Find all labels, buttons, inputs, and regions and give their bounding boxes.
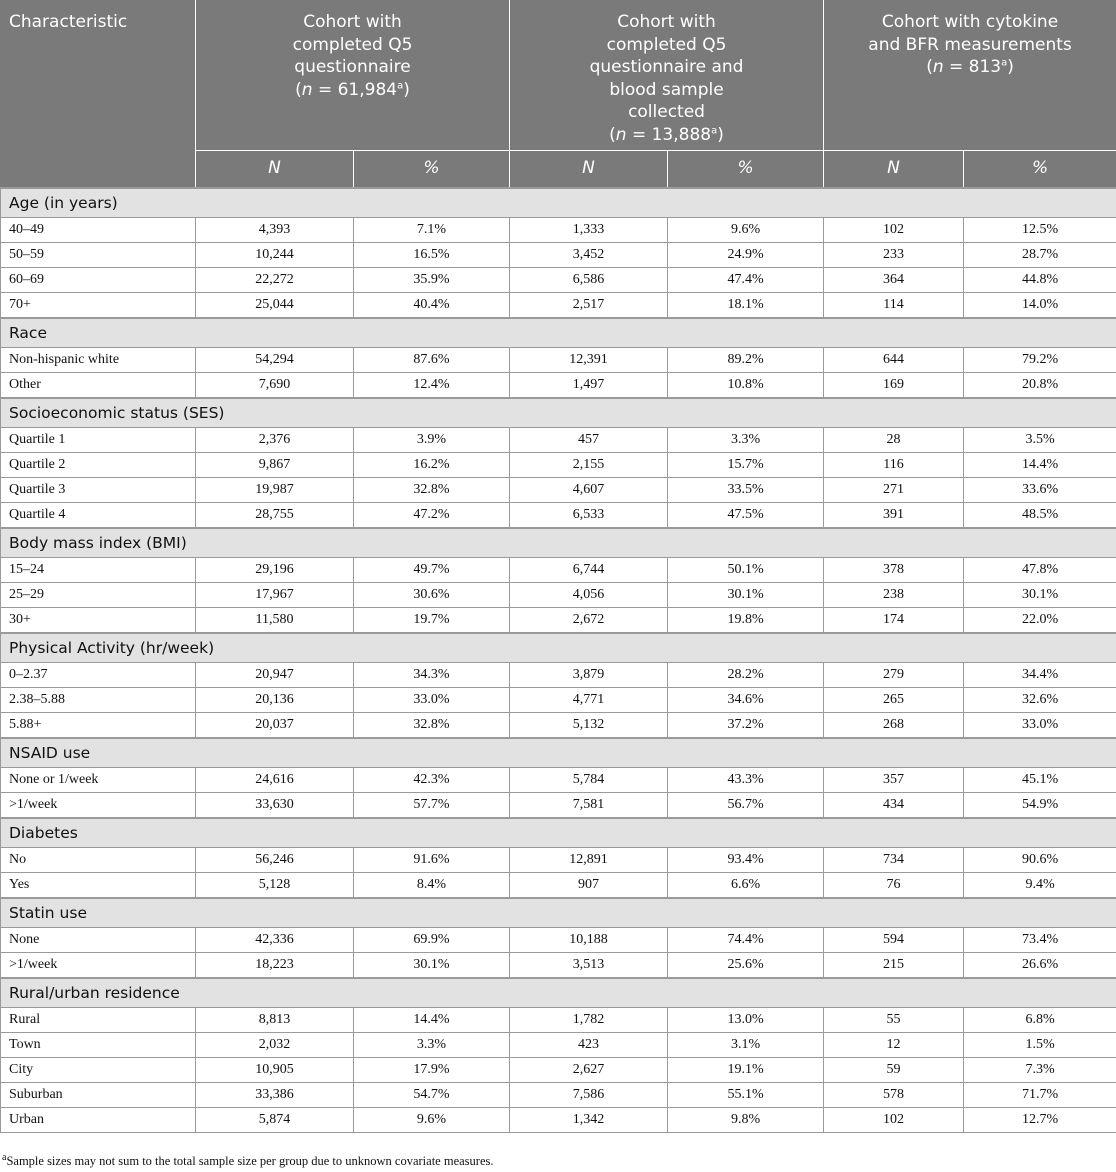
percent-cell: 32.6% [964,688,1116,713]
count-cell: 1,497 [510,373,668,398]
count-cell: 378 [824,558,964,583]
header-characteristic: Characteristic [1,0,196,188]
table-row [1,928,1116,953]
count-cell: 102 [824,218,964,243]
count-cell: 54,294 [196,348,354,373]
count-cell: 12 [824,1033,964,1058]
count-cell: 2,376 [196,428,354,453]
percent-cell: 12.4% [354,373,510,398]
percent-cell: 1.5% [964,1033,1116,1058]
percent-cell: 28.2% [668,663,824,688]
count-cell: 5,132 [510,713,668,738]
percent-cell: 8.4% [354,873,510,898]
section-header-row [1,898,1116,928]
count-cell: 10,188 [510,928,668,953]
percent-cell: 54.9% [964,793,1116,818]
table-row [1,583,1116,608]
count-cell: 59 [824,1058,964,1083]
percent-cell: 12.5% [964,218,1116,243]
table-row [1,268,1116,293]
row-label: 5.88+ [1,713,196,738]
count-cell: 4,607 [510,478,668,503]
row-label: Quartile 4 [1,503,196,528]
table-row [1,243,1116,268]
percent-cell: 14.4% [964,453,1116,478]
count-cell: 7,581 [510,793,668,818]
count-cell: 33,386 [196,1083,354,1108]
count-cell: 7,690 [196,373,354,398]
row-label: Urban [1,1108,196,1133]
subheader-pct: % [964,150,1116,188]
row-label: Non-hispanic white [1,348,196,373]
header-cohort-q5-blood: Cohort with completed Q5 questionnaire and blood sample collected (n = 13,888$^a$) [510,0,824,150]
row-label: 15–24 [1,558,196,583]
percent-cell: 69.9% [354,928,510,953]
table-row [1,428,1116,453]
percent-cell: 9.6% [354,1108,510,1133]
section-title: Diabetes [1,818,1116,848]
percent-cell: 33.5% [668,478,824,503]
row-label: 30+ [1,608,196,633]
subheader-n: N [824,150,964,188]
percent-cell: 45.1% [964,768,1116,793]
count-cell: 357 [824,768,964,793]
table-row [1,768,1116,793]
section-header-row [1,818,1116,848]
count-cell: 279 [824,663,964,688]
percent-cell: 9.6% [668,218,824,243]
count-cell: 25,044 [196,293,354,318]
count-cell: 18,223 [196,953,354,978]
table-row [1,478,1116,503]
row-label: Yes [1,873,196,898]
count-cell: 169 [824,373,964,398]
section-title: Race [1,318,1116,348]
percent-cell: 9.8% [668,1108,824,1133]
count-cell: 56,246 [196,848,354,873]
count-cell: 42,336 [196,928,354,953]
percent-cell: 34.6% [668,688,824,713]
table-row [1,608,1116,633]
section-header-row [1,738,1116,768]
subheader-pct: % [668,150,824,188]
table-row [1,663,1116,688]
table-row [1,1083,1116,1108]
count-cell: 116 [824,453,964,478]
percent-cell: 28.7% [964,243,1116,268]
count-cell: 4,393 [196,218,354,243]
table-row [1,713,1116,738]
table-row [1,373,1116,398]
percent-cell: 79.2% [964,348,1116,373]
count-cell: 423 [510,1033,668,1058]
row-label: Rural [1,1008,196,1033]
section-title: Socioeconomic status (SES) [1,398,1116,428]
percent-cell: 22.0% [964,608,1116,633]
row-label: >1/week [1,953,196,978]
percent-cell: 3.1% [668,1033,824,1058]
percent-cell: 3.3% [668,428,824,453]
count-cell: 4,771 [510,688,668,713]
percent-cell: 19.1% [668,1058,824,1083]
percent-cell: 57.7% [354,793,510,818]
count-cell: 2,032 [196,1033,354,1058]
percent-cell: 20.8% [964,373,1116,398]
table-row [1,873,1116,898]
count-cell: 1,782 [510,1008,668,1033]
percent-cell: 10.8% [668,373,824,398]
count-cell: 9,867 [196,453,354,478]
count-cell: 2,517 [510,293,668,318]
count-cell: 907 [510,873,668,898]
percent-cell: 89.2% [668,348,824,373]
subheader-pct: % [354,150,510,188]
count-cell: 215 [824,953,964,978]
percent-cell: 42.3% [354,768,510,793]
count-cell: 1,342 [510,1108,668,1133]
count-cell: 457 [510,428,668,453]
count-cell: 55 [824,1008,964,1033]
count-cell: 22,272 [196,268,354,293]
percent-cell: 3.3% [354,1033,510,1058]
row-label: Other [1,373,196,398]
percent-cell: 26.6% [964,953,1116,978]
count-cell: 2,155 [510,453,668,478]
row-label: Quartile 1 [1,428,196,453]
table-row [1,953,1116,978]
row-label: 0–2.37 [1,663,196,688]
percent-cell: 15.7% [668,453,824,478]
percent-cell: 73.4% [964,928,1116,953]
row-label: 2.38–5.88 [1,688,196,713]
section-header-row [1,188,1116,218]
row-label: 50–59 [1,243,196,268]
percent-cell: 16.5% [354,243,510,268]
count-cell: 24,616 [196,768,354,793]
row-label: 70+ [1,293,196,318]
percent-cell: 33.0% [354,688,510,713]
subheader-n: N [196,150,354,188]
percent-cell: 40.4% [354,293,510,318]
section-header-row [1,318,1116,348]
table-row [1,503,1116,528]
count-cell: 28,755 [196,503,354,528]
count-cell: 17,967 [196,583,354,608]
row-label: Quartile 2 [1,453,196,478]
percent-cell: 18.1% [668,293,824,318]
section-title: Physical Activity (hr/week) [1,633,1116,663]
percent-cell: 33.0% [964,713,1116,738]
count-cell: 12,891 [510,848,668,873]
table-header [1,0,1116,188]
count-cell: 265 [824,688,964,713]
count-cell: 5,784 [510,768,668,793]
count-cell: 20,947 [196,663,354,688]
percent-cell: 43.3% [668,768,824,793]
count-cell: 2,627 [510,1058,668,1083]
footnote [2,1151,494,1169]
footnote-text: Sample sizes may not sum to the total sample size per group due to unknown covariate measures. [6,1154,494,1168]
table-row [1,848,1116,873]
count-cell: 102 [824,1108,964,1133]
percent-cell: 50.1% [668,558,824,583]
section-title: Statin use [1,898,1116,928]
count-cell: 3,513 [510,953,668,978]
header-cohort-q5: Cohort with completed Q5 questionnaire (n = 61,984$^a$) [196,0,510,150]
count-cell: 20,037 [196,713,354,738]
count-cell: 238 [824,583,964,608]
row-label: Quartile 3 [1,478,196,503]
percent-cell: 56.7% [668,793,824,818]
percent-cell: 47.5% [668,503,824,528]
percent-cell: 6.8% [964,1008,1116,1033]
table-row [1,793,1116,818]
percent-cell: 30.1% [354,953,510,978]
count-cell: 233 [824,243,964,268]
count-cell: 114 [824,293,964,318]
percent-cell: 32.8% [354,713,510,738]
section-title: Rural/urban residence [1,978,1116,1008]
percent-cell: 24.9% [668,243,824,268]
percent-cell: 30.6% [354,583,510,608]
count-cell: 20,136 [196,688,354,713]
percent-cell: 90.6% [964,848,1116,873]
percent-cell: 35.9% [354,268,510,293]
percent-cell: 34.3% [354,663,510,688]
percent-cell: 14.4% [354,1008,510,1033]
count-cell: 8,813 [196,1008,354,1033]
header-cohort-cytokine-bfr: Cohort with cytokine and BFR measurements $(n = 813^a)$ [824,0,1116,150]
count-cell: 11,580 [196,608,354,633]
count-cell: 2,672 [510,608,668,633]
percent-cell: 93.4% [668,848,824,873]
count-cell: 734 [824,848,964,873]
count-cell: 268 [824,713,964,738]
percent-cell: 74.4% [668,928,824,953]
count-cell: 6,744 [510,558,668,583]
percent-cell: 33.6% [964,478,1116,503]
count-cell: 76 [824,873,964,898]
count-cell: 391 [824,503,964,528]
percent-cell: 17.9% [354,1058,510,1083]
percent-cell: 49.7% [354,558,510,583]
table-row [1,1108,1116,1133]
count-cell: 174 [824,608,964,633]
count-cell: 10,905 [196,1058,354,1083]
row-label: None or 1/week [1,768,196,793]
percent-cell: 54.7% [354,1083,510,1108]
count-cell: 364 [824,268,964,293]
row-label: 60–69 [1,268,196,293]
percent-cell: 19.8% [668,608,824,633]
count-cell: 578 [824,1083,964,1108]
percent-cell: 19.7% [354,608,510,633]
footnote-marker: a [2,1151,7,1163]
percent-cell: 30.1% [668,583,824,608]
table-row [1,218,1116,243]
table-row [1,688,1116,713]
percent-cell: 47.4% [668,268,824,293]
percent-cell: 14.0% [964,293,1116,318]
count-cell: 644 [824,348,964,373]
subheader-n: N [510,150,668,188]
row-label: >1/week [1,793,196,818]
count-cell: 594 [824,928,964,953]
count-cell: 6,586 [510,268,668,293]
percent-cell: 6.6% [668,873,824,898]
table-row [1,558,1116,583]
row-label: Suburban [1,1083,196,1108]
row-label: 40–49 [1,218,196,243]
count-cell: 434 [824,793,964,818]
count-cell: 5,874 [196,1108,354,1133]
percent-cell: 7.1% [354,218,510,243]
section-header-row [1,528,1116,558]
count-cell: 29,196 [196,558,354,583]
percent-cell: 47.8% [964,558,1116,583]
section-header-row [1,978,1116,1008]
percent-cell: 30.1% [964,583,1116,608]
percent-cell: 13.0% [668,1008,824,1033]
section-title: Body mass index (BMI) [1,528,1116,558]
percent-cell: 25.6% [668,953,824,978]
percent-cell: 3.9% [354,428,510,453]
table-row [1,1033,1116,1058]
table-row [1,453,1116,478]
row-label: 25–29 [1,583,196,608]
percent-cell: 12.7% [964,1108,1116,1133]
section-header-row [1,398,1116,428]
count-cell: 7,586 [510,1083,668,1108]
percent-cell: 9.4% [964,873,1116,898]
section-title: NSAID use [1,738,1116,768]
count-cell: 6,533 [510,503,668,528]
percent-cell: 16.2% [354,453,510,478]
percent-cell: 34.4% [964,663,1116,688]
percent-cell: 7.3% [964,1058,1116,1083]
percent-cell: 87.6% [354,348,510,373]
percent-cell: 48.5% [964,503,1116,528]
count-cell: 1,333 [510,218,668,243]
count-cell: 3,452 [510,243,668,268]
count-cell: 10,244 [196,243,354,268]
percent-cell: 71.7% [964,1083,1116,1108]
percent-cell: 47.2% [354,503,510,528]
count-cell: 28 [824,428,964,453]
row-label: None [1,928,196,953]
table-row [1,1058,1116,1083]
count-cell: 271 [824,478,964,503]
row-label: No [1,848,196,873]
table-row [1,293,1116,318]
percent-cell: 55.1% [668,1083,824,1108]
count-cell: 33,630 [196,793,354,818]
count-cell: 12,391 [510,348,668,373]
table-body [1,188,1116,1133]
section-title: Age (in years) [1,188,1116,218]
section-header-row [1,633,1116,663]
row-label: City [1,1058,196,1083]
table-row [1,1008,1116,1033]
percent-cell: 91.6% [354,848,510,873]
row-label: Town [1,1033,196,1058]
percent-cell: 32.8% [354,478,510,503]
percent-cell: 37.2% [668,713,824,738]
count-cell: 19,987 [196,478,354,503]
table-row [1,348,1116,373]
count-cell: 3,879 [510,663,668,688]
count-cell: 5,128 [196,873,354,898]
percent-cell: 44.8% [964,268,1116,293]
percent-cell: 3.5% [964,428,1116,453]
count-cell: 4,056 [510,583,668,608]
